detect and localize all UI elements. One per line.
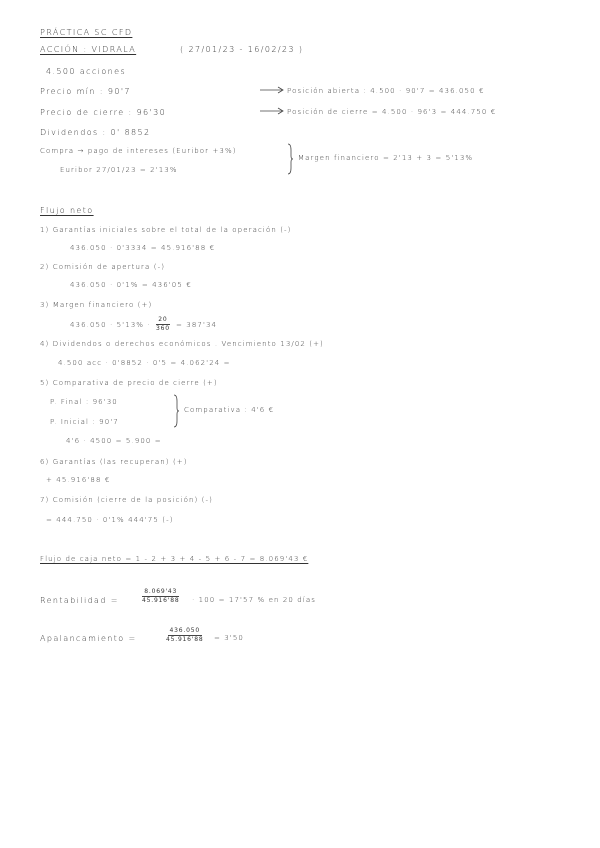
item-6: 6) Garantías (las recuperan) (+)	[40, 458, 188, 466]
fraction-denominator: 360	[156, 325, 170, 332]
close-price: Precio de cierre : 96'30	[40, 108, 167, 117]
profitability-result: · 100 = 17'57 % en 20 días	[192, 596, 316, 604]
item-4: 4) Dividendos o derechos económicos . Vencimiento 13/02 (+)	[40, 340, 324, 348]
net-flow-heading: Flujo neto	[40, 206, 94, 215]
item-6-calc: + 45.916'88 €	[46, 476, 111, 484]
item-1-calc: 436.050 · 0'3334 = 45.916'88 €	[70, 244, 216, 252]
bracket-icon	[172, 393, 180, 429]
item-3: 3) Margen financiero (+)	[40, 301, 153, 309]
stock-name: ACCIÓN : VIDRALA	[40, 45, 137, 54]
share-count: 4.500 acciones	[46, 67, 127, 76]
leverage-result: = 3'50	[214, 634, 244, 642]
item-3-fraction	[154, 316, 172, 333]
arrow-icon	[258, 106, 286, 116]
financial-margin: Margen financiero = 2'13 + 3 = 5'13%	[298, 154, 474, 162]
fraction-numerator: 20	[158, 316, 168, 323]
item-4-calc: 4.500 acc · 0'8852 · 0'5 = 4.062'24 =	[58, 359, 231, 367]
euribor-rate: Euribor 27/01/23 = 2'13%	[60, 166, 178, 174]
fraction-numerator: 8.069'43	[144, 588, 178, 595]
fraction-numerator: 436.050	[169, 627, 200, 634]
bracket-icon	[286, 142, 294, 176]
item-3-calc: 436.050 · 5'13% ·	[70, 321, 151, 329]
final-price: P. Final : 96'30	[50, 398, 118, 406]
price-comparison: Comparativa : 4'6 €	[184, 406, 275, 414]
arrow-icon	[258, 85, 286, 95]
fraction-denominator: 45.916'88	[142, 597, 180, 604]
dividends: Dividendos : 0' 8852	[40, 128, 151, 137]
open-position: Posición abierta : 4.500 · 90'7 = 436.050 €	[287, 87, 485, 95]
item-7-calc: = 444.750 · 0'1% 444'75 (-)	[46, 516, 174, 524]
min-price: Precio mín : 90'7	[40, 87, 131, 96]
net-cash-flow: Flujo de caja neto = 1 - 2 + 3 + 4 - 5 + 6 - 7 = 8.069'43 €	[40, 555, 309, 563]
profitability-fraction	[140, 588, 181, 605]
item-7: 7) Comisión (cierre de la posición) (-)	[40, 496, 213, 504]
item-5: 5) Comparativa de precio de cierre (+)	[40, 379, 218, 387]
item-2-calc: 436.050 · 0'1% = 436'05 €	[70, 281, 192, 289]
leverage-fraction	[164, 627, 205, 644]
fraction-denominator: 45.916'88	[166, 636, 204, 643]
close-position: Posición de cierre = 4.500 · 96'3 = 444.750 €	[287, 108, 497, 116]
item-1: 1) Garantías iniciales sobre el total de la operación (-)	[40, 226, 292, 234]
item-3-result: = 387'34	[176, 321, 218, 329]
leverage-label: Apalancamiento =	[40, 634, 137, 643]
date-range: ( 27/01/23 - 16/02/23 )	[180, 45, 304, 54]
page-title: PRÁCTICA SC CFD	[40, 28, 133, 37]
item-5-calc: 4'6 · 4500 = 5.900 =	[66, 437, 162, 445]
purchase-interest: Compra → pago de intereses (Euribor +3%)	[40, 147, 237, 155]
item-2: 2) Comisión de apertura (-)	[40, 263, 166, 271]
initial-price: P. Inicial : 90'7	[50, 418, 119, 426]
profitability-label: Rentabilidad =	[40, 596, 119, 605]
